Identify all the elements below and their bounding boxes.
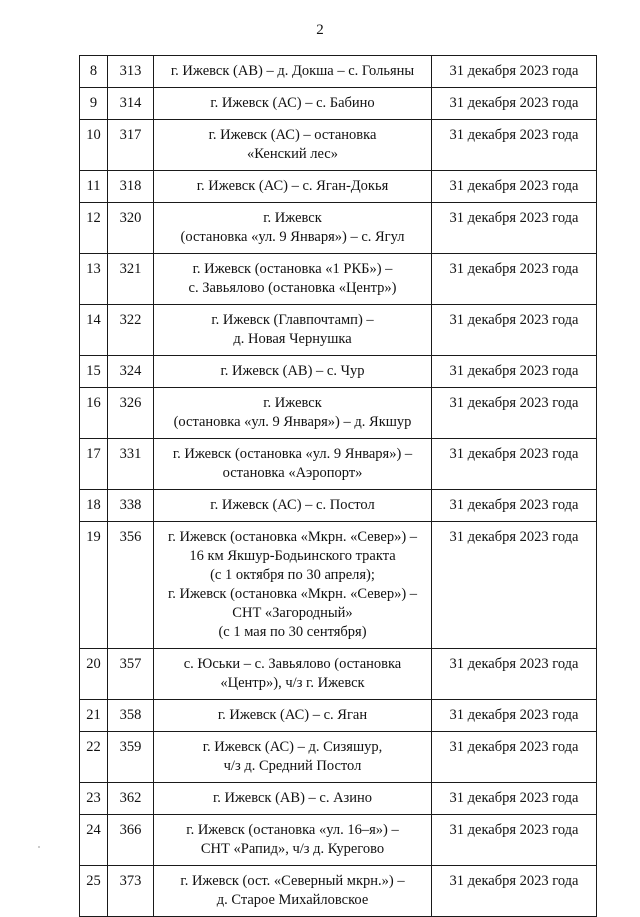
row-number-cell: 13: [80, 254, 108, 305]
row-number-cell: 21: [80, 700, 108, 732]
route-path-cell: г. Ижевск (АВ) – д. Докша – с. Гольяны: [154, 56, 432, 88]
routes-table-body: [80, 56, 597, 917]
route-path-cell: г. Ижевск (остановка «1 РКБ») – с. Завьялово (остановка «Центр»): [154, 254, 432, 305]
route-path-cell: г. Ижевск (АС) – с. Постол: [154, 490, 432, 522]
row-number-cell: 11: [80, 171, 108, 203]
route-number-cell: 356: [108, 522, 154, 649]
route-number-cell: 331: [108, 439, 154, 490]
row-number-cell: 17: [80, 439, 108, 490]
row-number-cell: 19: [80, 522, 108, 649]
route-path-cell: с. Юськи – с. Завьялово (остановка «Центр»), ч/з г. Ижевск: [154, 649, 432, 700]
route-number-cell: 357: [108, 649, 154, 700]
row-number-cell: 20: [80, 649, 108, 700]
scan-artifact: [38, 846, 40, 848]
table-row: [80, 522, 597, 649]
table-row: [80, 203, 597, 254]
row-number-cell: 12: [80, 203, 108, 254]
route-number-cell: 366: [108, 815, 154, 866]
row-number-cell: 22: [80, 732, 108, 783]
end-date-cell: 31 декабря 2023 года: [432, 356, 597, 388]
end-date-cell: 31 декабря 2023 года: [432, 56, 597, 88]
table-row: [80, 388, 597, 439]
end-date-cell: 31 декабря 2023 года: [432, 783, 597, 815]
route-number-cell: 362: [108, 783, 154, 815]
row-number-cell: 16: [80, 388, 108, 439]
table-row: [80, 783, 597, 815]
route-path-cell: г. Ижевск (Главпочтамп) – д. Новая Чернушка: [154, 305, 432, 356]
route-number-cell: 359: [108, 732, 154, 783]
route-number-cell: 322: [108, 305, 154, 356]
end-date-cell: 31 декабря 2023 года: [432, 732, 597, 783]
route-number-cell: 324: [108, 356, 154, 388]
end-date-cell: 31 декабря 2023 года: [432, 815, 597, 866]
row-number-cell: 18: [80, 490, 108, 522]
table-row: [80, 732, 597, 783]
route-number-cell: 358: [108, 700, 154, 732]
route-number-cell: 318: [108, 171, 154, 203]
table-row: [80, 88, 597, 120]
row-number-cell: 23: [80, 783, 108, 815]
route-number-cell: 326: [108, 388, 154, 439]
row-number-cell: 24: [80, 815, 108, 866]
end-date-cell: 31 декабря 2023 года: [432, 439, 597, 490]
end-date-cell: 31 декабря 2023 года: [432, 866, 597, 917]
table-row: [80, 171, 597, 203]
route-number-cell: 313: [108, 56, 154, 88]
table-row: [80, 356, 597, 388]
route-path-cell: г. Ижевск (остановка «ул. 9 Января») – остановка «Аэропорт»: [154, 439, 432, 490]
row-number-cell: 10: [80, 120, 108, 171]
end-date-cell: 31 декабря 2023 года: [432, 305, 597, 356]
route-path-cell: г. Ижевск (остановка «Мкрн. «Север») – 16 км Якшур-Бодьинского тракта (с 1 октября по 30 апреля); г. Ижевск (остановка «Мкрн. «Север») – СНТ «Загородный» (с 1 мая по 30 сентября): [154, 522, 432, 649]
table-row: [80, 649, 597, 700]
route-path-cell: г. Ижевск (остановка «ул. 9 Января») – д. Якшур: [154, 388, 432, 439]
row-number-cell: 15: [80, 356, 108, 388]
route-path-cell: г. Ижевск (ост. «Северный мкрн.») – д. Старое Михайловское: [154, 866, 432, 917]
end-date-cell: 31 декабря 2023 года: [432, 649, 597, 700]
route-path-cell: г. Ижевск (АВ) – с. Азино: [154, 783, 432, 815]
table-row: [80, 815, 597, 866]
table-row: [80, 56, 597, 88]
end-date-cell: 31 декабря 2023 года: [432, 254, 597, 305]
routes-table: [79, 55, 597, 917]
end-date-cell: 31 декабря 2023 года: [432, 88, 597, 120]
route-path-cell: г. Ижевск (остановка «ул. 16–я») – СНТ «Рапид», ч/з д. Курегово: [154, 815, 432, 866]
end-date-cell: 31 декабря 2023 года: [432, 171, 597, 203]
route-number-cell: 314: [108, 88, 154, 120]
end-date-cell: 31 декабря 2023 года: [432, 490, 597, 522]
end-date-cell: 31 декабря 2023 года: [432, 120, 597, 171]
table-row: [80, 439, 597, 490]
row-number-cell: 8: [80, 56, 108, 88]
route-path-cell: г. Ижевск (АС) – с. Яган: [154, 700, 432, 732]
route-path-cell: г. Ижевск (АС) – остановка «Кенский лес»: [154, 120, 432, 171]
end-date-cell: 31 декабря 2023 года: [432, 522, 597, 649]
row-number-cell: 9: [80, 88, 108, 120]
page-number: 2: [316, 22, 324, 38]
row-number-cell: 14: [80, 305, 108, 356]
route-path-cell: г. Ижевск (АС) – д. Сизяшур, ч/з д. Средний Постол: [154, 732, 432, 783]
route-path-cell: г. Ижевск (АВ) – с. Чур: [154, 356, 432, 388]
route-path-cell: г. Ижевск (остановка «ул. 9 Января») – с. Ягул: [154, 203, 432, 254]
end-date-cell: 31 декабря 2023 года: [432, 700, 597, 732]
table-row: [80, 120, 597, 171]
table-row: [80, 305, 597, 356]
route-number-cell: 373: [108, 866, 154, 917]
route-number-cell: 320: [108, 203, 154, 254]
table-row: [80, 866, 597, 917]
table-row: [80, 700, 597, 732]
table-row: [80, 254, 597, 305]
route-path-cell: г. Ижевск (АС) – с. Яган-Докья: [154, 171, 432, 203]
route-number-cell: 338: [108, 490, 154, 522]
end-date-cell: 31 декабря 2023 года: [432, 203, 597, 254]
route-number-cell: 317: [108, 120, 154, 171]
table-row: [80, 490, 597, 522]
route-path-cell: г. Ижевск (АС) – с. Бабино: [154, 88, 432, 120]
route-number-cell: 321: [108, 254, 154, 305]
row-number-cell: 25: [80, 866, 108, 917]
end-date-cell: 31 декабря 2023 года: [432, 388, 597, 439]
